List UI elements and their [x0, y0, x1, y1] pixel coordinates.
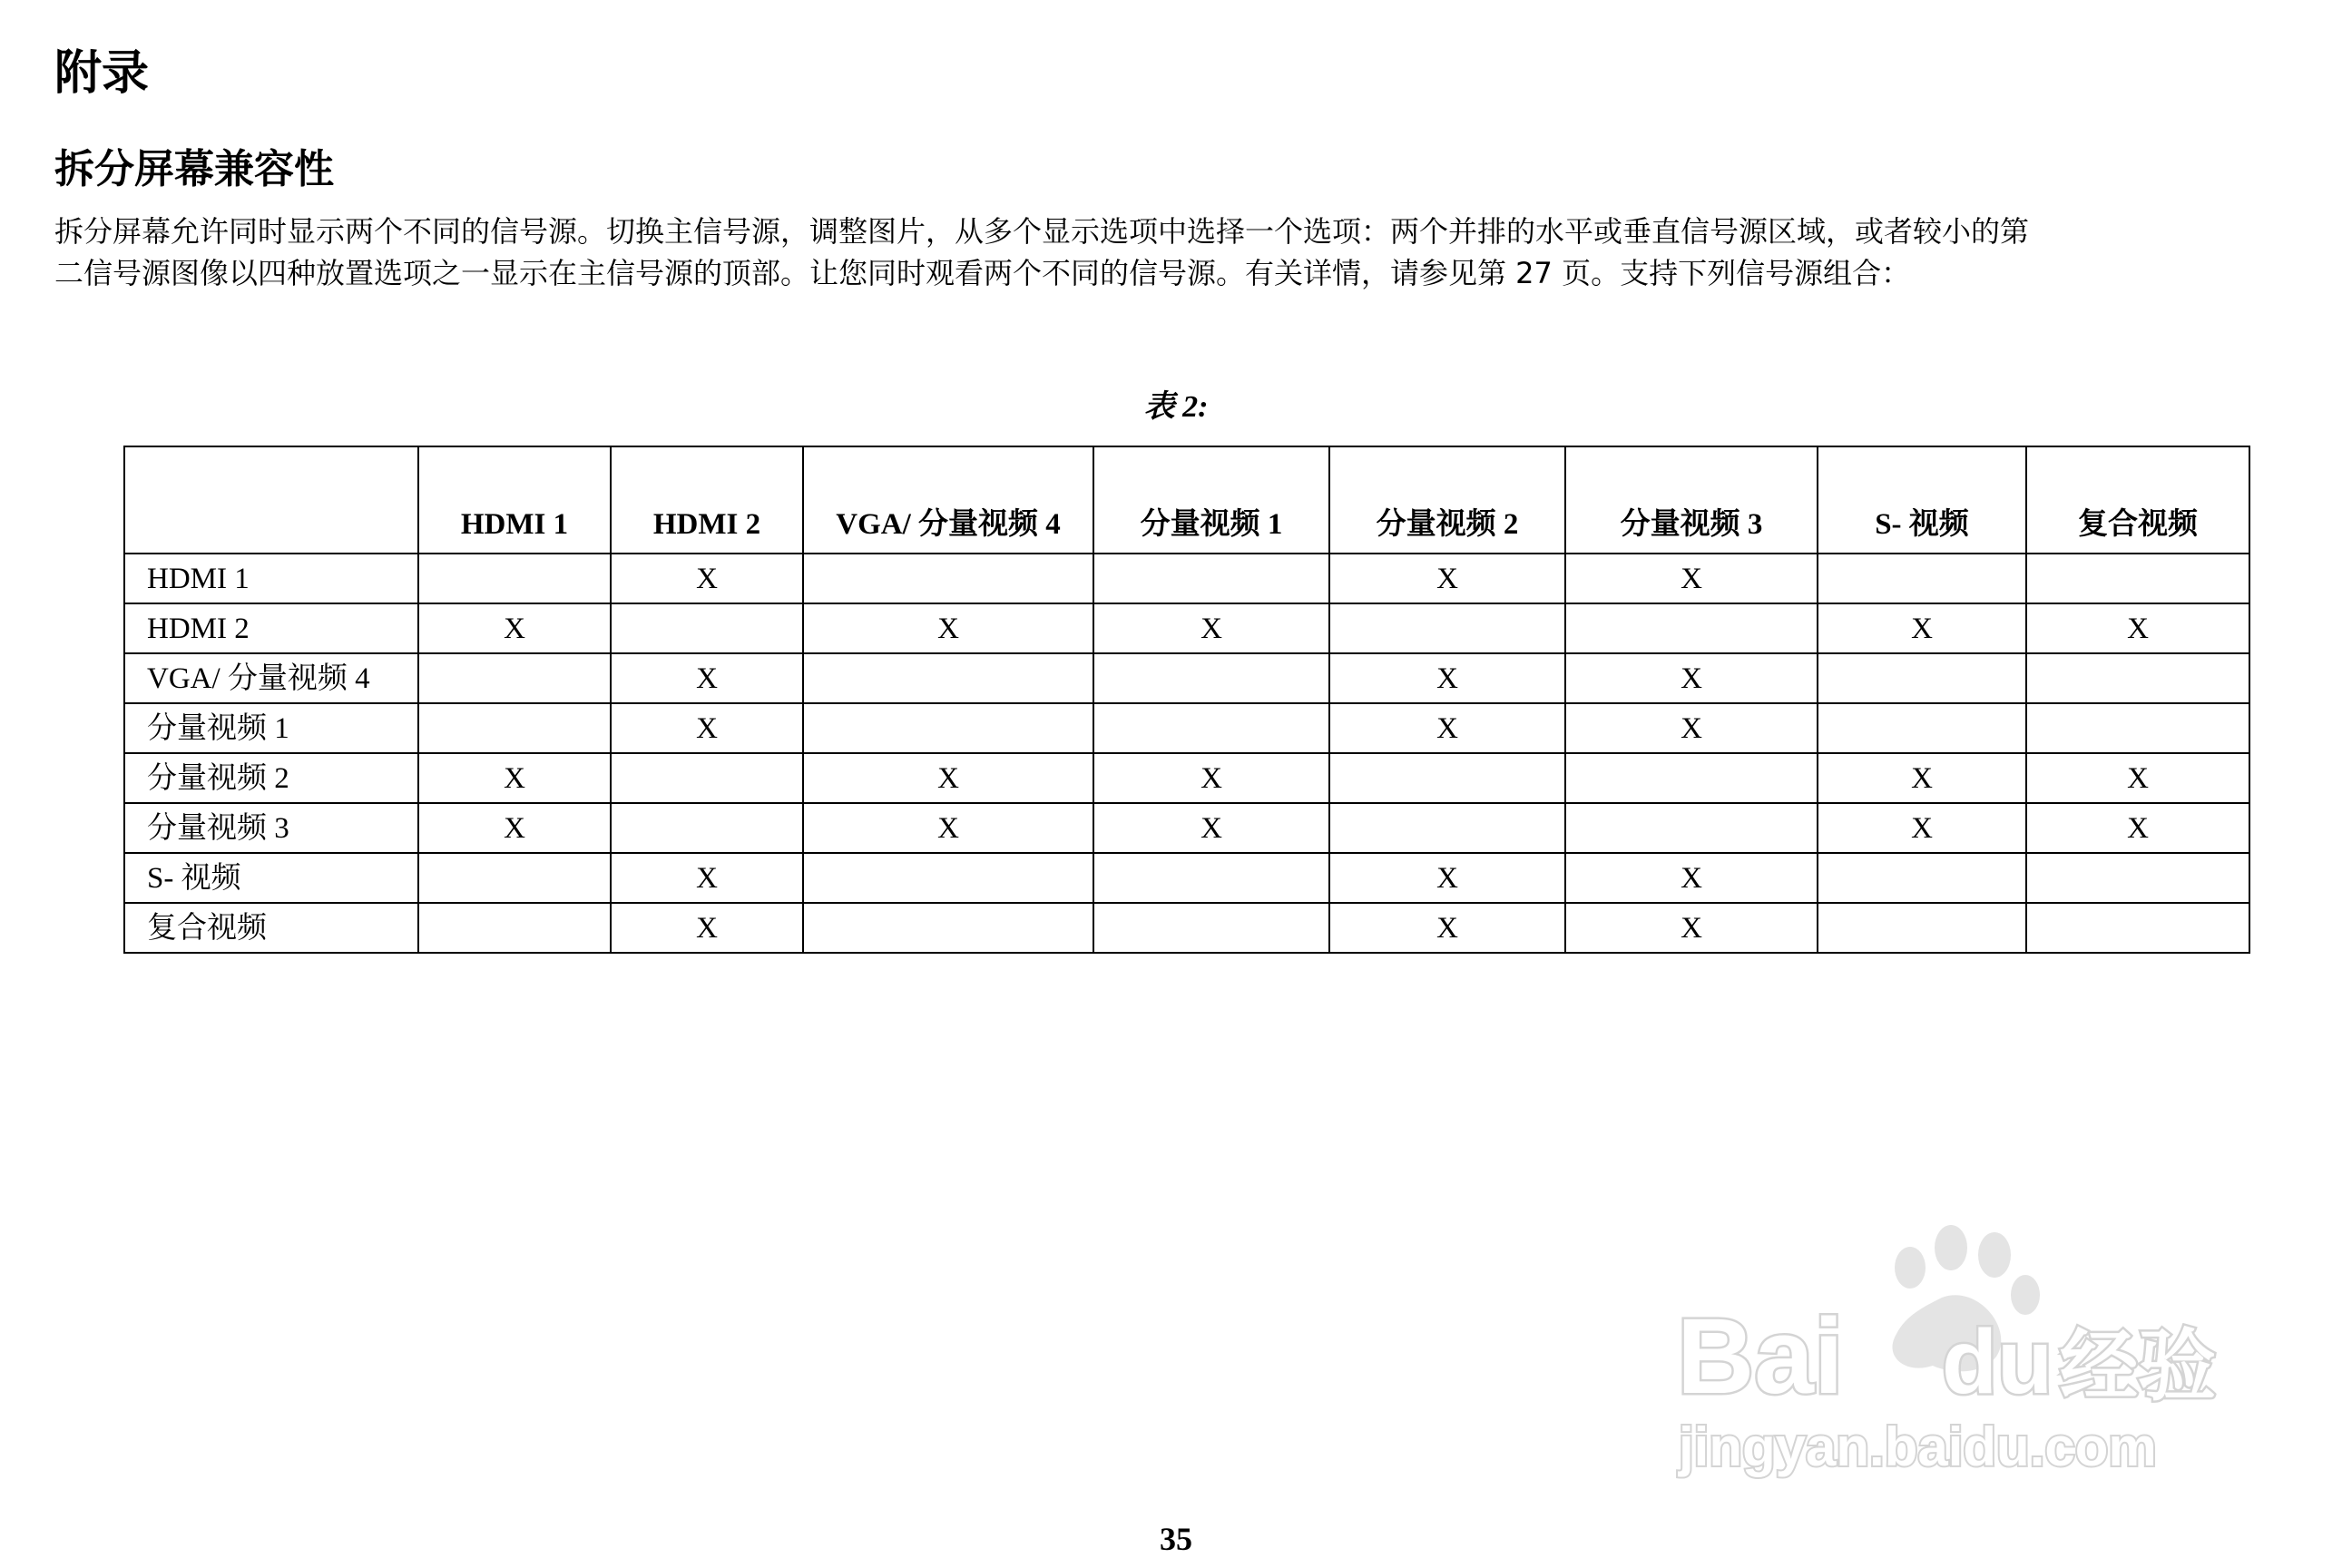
column-header: 复合视频 — [2026, 446, 2249, 554]
table-cell — [2026, 903, 2249, 953]
row-header: 分量视频 2 — [124, 753, 418, 803]
table-cell — [418, 853, 611, 903]
table-cell — [418, 653, 611, 703]
table-cell — [1818, 853, 2026, 903]
section-title: 拆分屏幕兼容性 — [54, 146, 334, 192]
column-header: S- 视频 — [1818, 446, 2026, 554]
table-cell: X — [2026, 603, 2249, 653]
table-cell: X — [803, 603, 1093, 653]
table-cell: X — [1565, 703, 1818, 753]
table-row — [124, 903, 2249, 953]
table-cell: X — [418, 603, 611, 653]
table-cell — [1565, 803, 1818, 853]
table-row — [124, 653, 2249, 703]
intro-line-1: 拆分屏幕允许同时显示两个不同的信号源。切换主信号源，调整图片，从多个显示选项中选择一个选项：两个并排的水平或垂直信号源区域，或者较小的第 — [54, 214, 2030, 249]
table-cell: X — [1565, 853, 1818, 903]
table-cell — [611, 753, 803, 803]
row-header: S- 视频 — [124, 853, 418, 903]
column-header: HDMI 2 — [611, 446, 803, 554]
table-cell: X — [1093, 753, 1329, 803]
table-cell: X — [1093, 803, 1329, 853]
table-cell — [1565, 753, 1818, 803]
table-cell — [418, 903, 611, 953]
table-cell — [611, 603, 803, 653]
table-cell: X — [2026, 803, 2249, 853]
table-cell — [1329, 603, 1565, 653]
table-cell: X — [1329, 853, 1565, 903]
table-cell: X — [611, 703, 803, 753]
table-row — [124, 603, 2249, 653]
table-cell: X — [1818, 603, 2026, 653]
watermark-brand-latin: Bai — [1677, 1297, 1844, 1416]
table-cell: X — [1329, 903, 1565, 953]
table-cell: X — [803, 803, 1093, 853]
table-cell: X — [2026, 753, 2249, 803]
table-cell: X — [1329, 703, 1565, 753]
table-corner-cell — [124, 446, 418, 554]
table-cell: X — [611, 554, 803, 603]
column-header: 分量视频 2 — [1329, 446, 1565, 554]
table-caption: 表 2: — [1143, 390, 1209, 424]
table-cell — [803, 554, 1093, 603]
table-cell — [2026, 653, 2249, 703]
table-cell: X — [1329, 554, 1565, 603]
table-cell — [1093, 903, 1329, 953]
table-cell — [1565, 603, 1818, 653]
table-cell: X — [1565, 554, 1818, 603]
column-header: 分量视频 3 — [1565, 446, 1818, 554]
watermark-url: jingyan.baidu.com — [1679, 1416, 2157, 1477]
column-header: 分量视频 1 — [1093, 446, 1329, 554]
table-cell — [1818, 703, 2026, 753]
table-cell — [418, 554, 611, 603]
table-cell — [2026, 703, 2249, 753]
table-cell: X — [803, 753, 1093, 803]
table-cell — [1818, 653, 2026, 703]
table-cell — [803, 653, 1093, 703]
table-cell — [1093, 554, 1329, 603]
table-cell — [1093, 653, 1329, 703]
table-row — [124, 753, 2249, 803]
table-cell — [1818, 903, 2026, 953]
table-cell: X — [418, 803, 611, 853]
table-cell: X — [1818, 753, 2026, 803]
baidu-jingyan-watermark — [1670, 1220, 2250, 1484]
column-header: HDMI 1 — [418, 446, 611, 554]
table-cell — [803, 703, 1093, 753]
table-cell: X — [1565, 653, 1818, 703]
table-cell: X — [611, 903, 803, 953]
appendix-title: 附录 — [54, 46, 150, 101]
watermark-brand-cn: 经验 — [2060, 1321, 2216, 1412]
table-cell: X — [418, 753, 611, 803]
table-cell: X — [1329, 653, 1565, 703]
table-cell: X — [1818, 803, 2026, 853]
table-header-row — [124, 446, 2249, 554]
intro-line-2: 二信号源图像以四种放置选项之一显示在主信号源的顶部。让您同时观看两个不同的信号源。有关详情，请参见第 27 页。支持下列信号源组合： — [54, 256, 1911, 290]
table-cell — [611, 803, 803, 853]
table-cell — [1093, 703, 1329, 753]
table-cell: X — [1565, 903, 1818, 953]
table-row — [124, 853, 2249, 903]
table-cell: X — [611, 853, 803, 903]
table-cell — [2026, 554, 2249, 603]
row-header: 分量视频 3 — [124, 803, 418, 853]
table-cell — [1329, 803, 1565, 853]
intro-paragraph — [54, 211, 2296, 294]
table-row — [124, 703, 2249, 753]
page-number: 35 — [1160, 1521, 1192, 1557]
table-cell — [803, 903, 1093, 953]
watermark-brand-du: du — [1942, 1311, 2053, 1413]
table-cell — [1818, 554, 2026, 603]
row-header: VGA/ 分量视频 4 — [124, 653, 418, 703]
column-header: VGA/ 分量视频 4 — [803, 446, 1093, 554]
table-row — [124, 803, 2249, 853]
table-cell — [803, 853, 1093, 903]
table-cell — [1329, 753, 1565, 803]
table-cell: X — [1093, 603, 1329, 653]
table-cell — [1093, 853, 1329, 903]
row-header: 复合视频 — [124, 903, 418, 953]
table-row — [124, 554, 2249, 603]
row-header: HDMI 2 — [124, 603, 418, 653]
split-screen-compatibility-table — [123, 446, 2250, 954]
table-cell: X — [611, 653, 803, 703]
table-cell — [2026, 853, 2249, 903]
row-header: 分量视频 1 — [124, 703, 418, 753]
row-header: HDMI 1 — [124, 554, 418, 603]
table-cell — [418, 703, 611, 753]
